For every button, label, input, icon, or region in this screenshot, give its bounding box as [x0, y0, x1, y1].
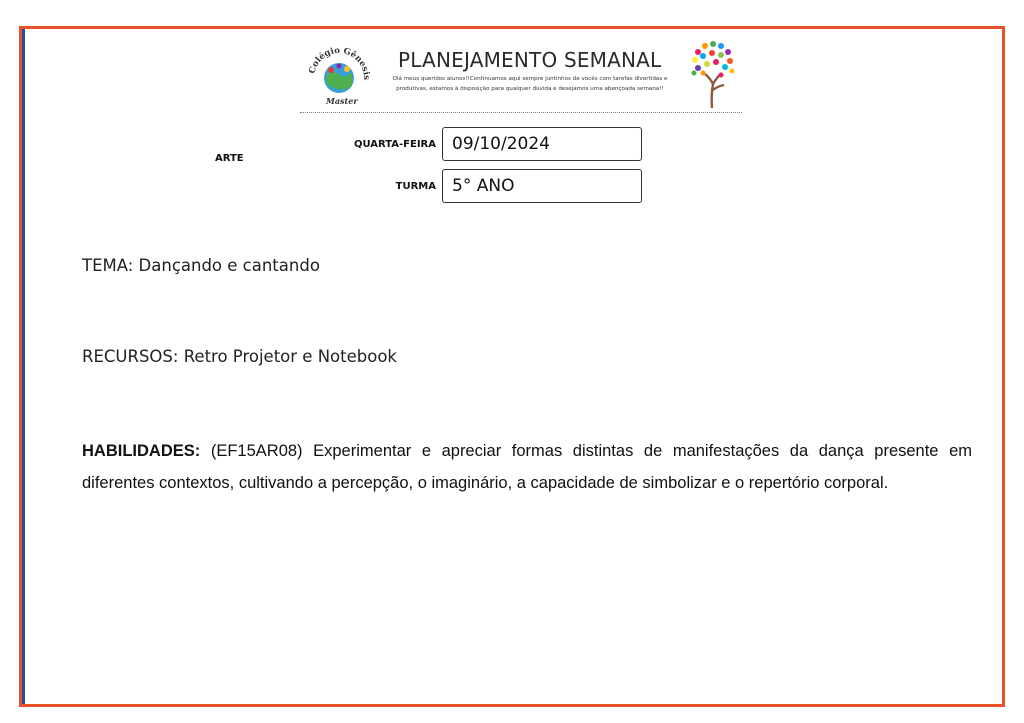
page-title: PLANEJAMENTO SEMANAL: [398, 48, 662, 72]
subject-label: ARTE: [215, 153, 244, 164]
skills-label: HABILIDADES:: [82, 442, 201, 460]
day-label: QUARTA-FEIRA: [353, 139, 436, 150]
colorful-tree-icon: [688, 40, 738, 110]
school-logo: [304, 42, 374, 108]
svg-text:Colégio Gênesis: Colégio Gênesis: [307, 45, 372, 81]
date-field[interactable]: 09/10/2024: [442, 127, 642, 161]
skills-paragraph: [82, 436, 972, 499]
welcome-message: Olá meus queridos alunos!!Continuamos aqui sempre juntinhos de vocês com tarefas divertidas e produtivas, estamos à disposição para qualquer dúvida e desejamos uma abençoada semana!!: [392, 76, 668, 92]
left-margin-rule: [22, 29, 25, 704]
skills-text: (EF15AR08) Experimentar e apreciar formas distintas de manifestações da dança presente em diferentes contextos, cultivando a percepção, o imaginário, a capacidade de simbolizar e o repertório corporal.: [82, 442, 972, 492]
class-label: TURMA: [395, 181, 436, 192]
class-field[interactable]: 5° ANO: [442, 169, 642, 203]
svg-text:Master: Master: [326, 96, 358, 106]
header: [300, 40, 742, 113]
resources-text: RECURSOS: Retro Projetor e Notebook: [82, 347, 397, 366]
theme-text: TEMA: Dançando e cantando: [82, 256, 320, 275]
